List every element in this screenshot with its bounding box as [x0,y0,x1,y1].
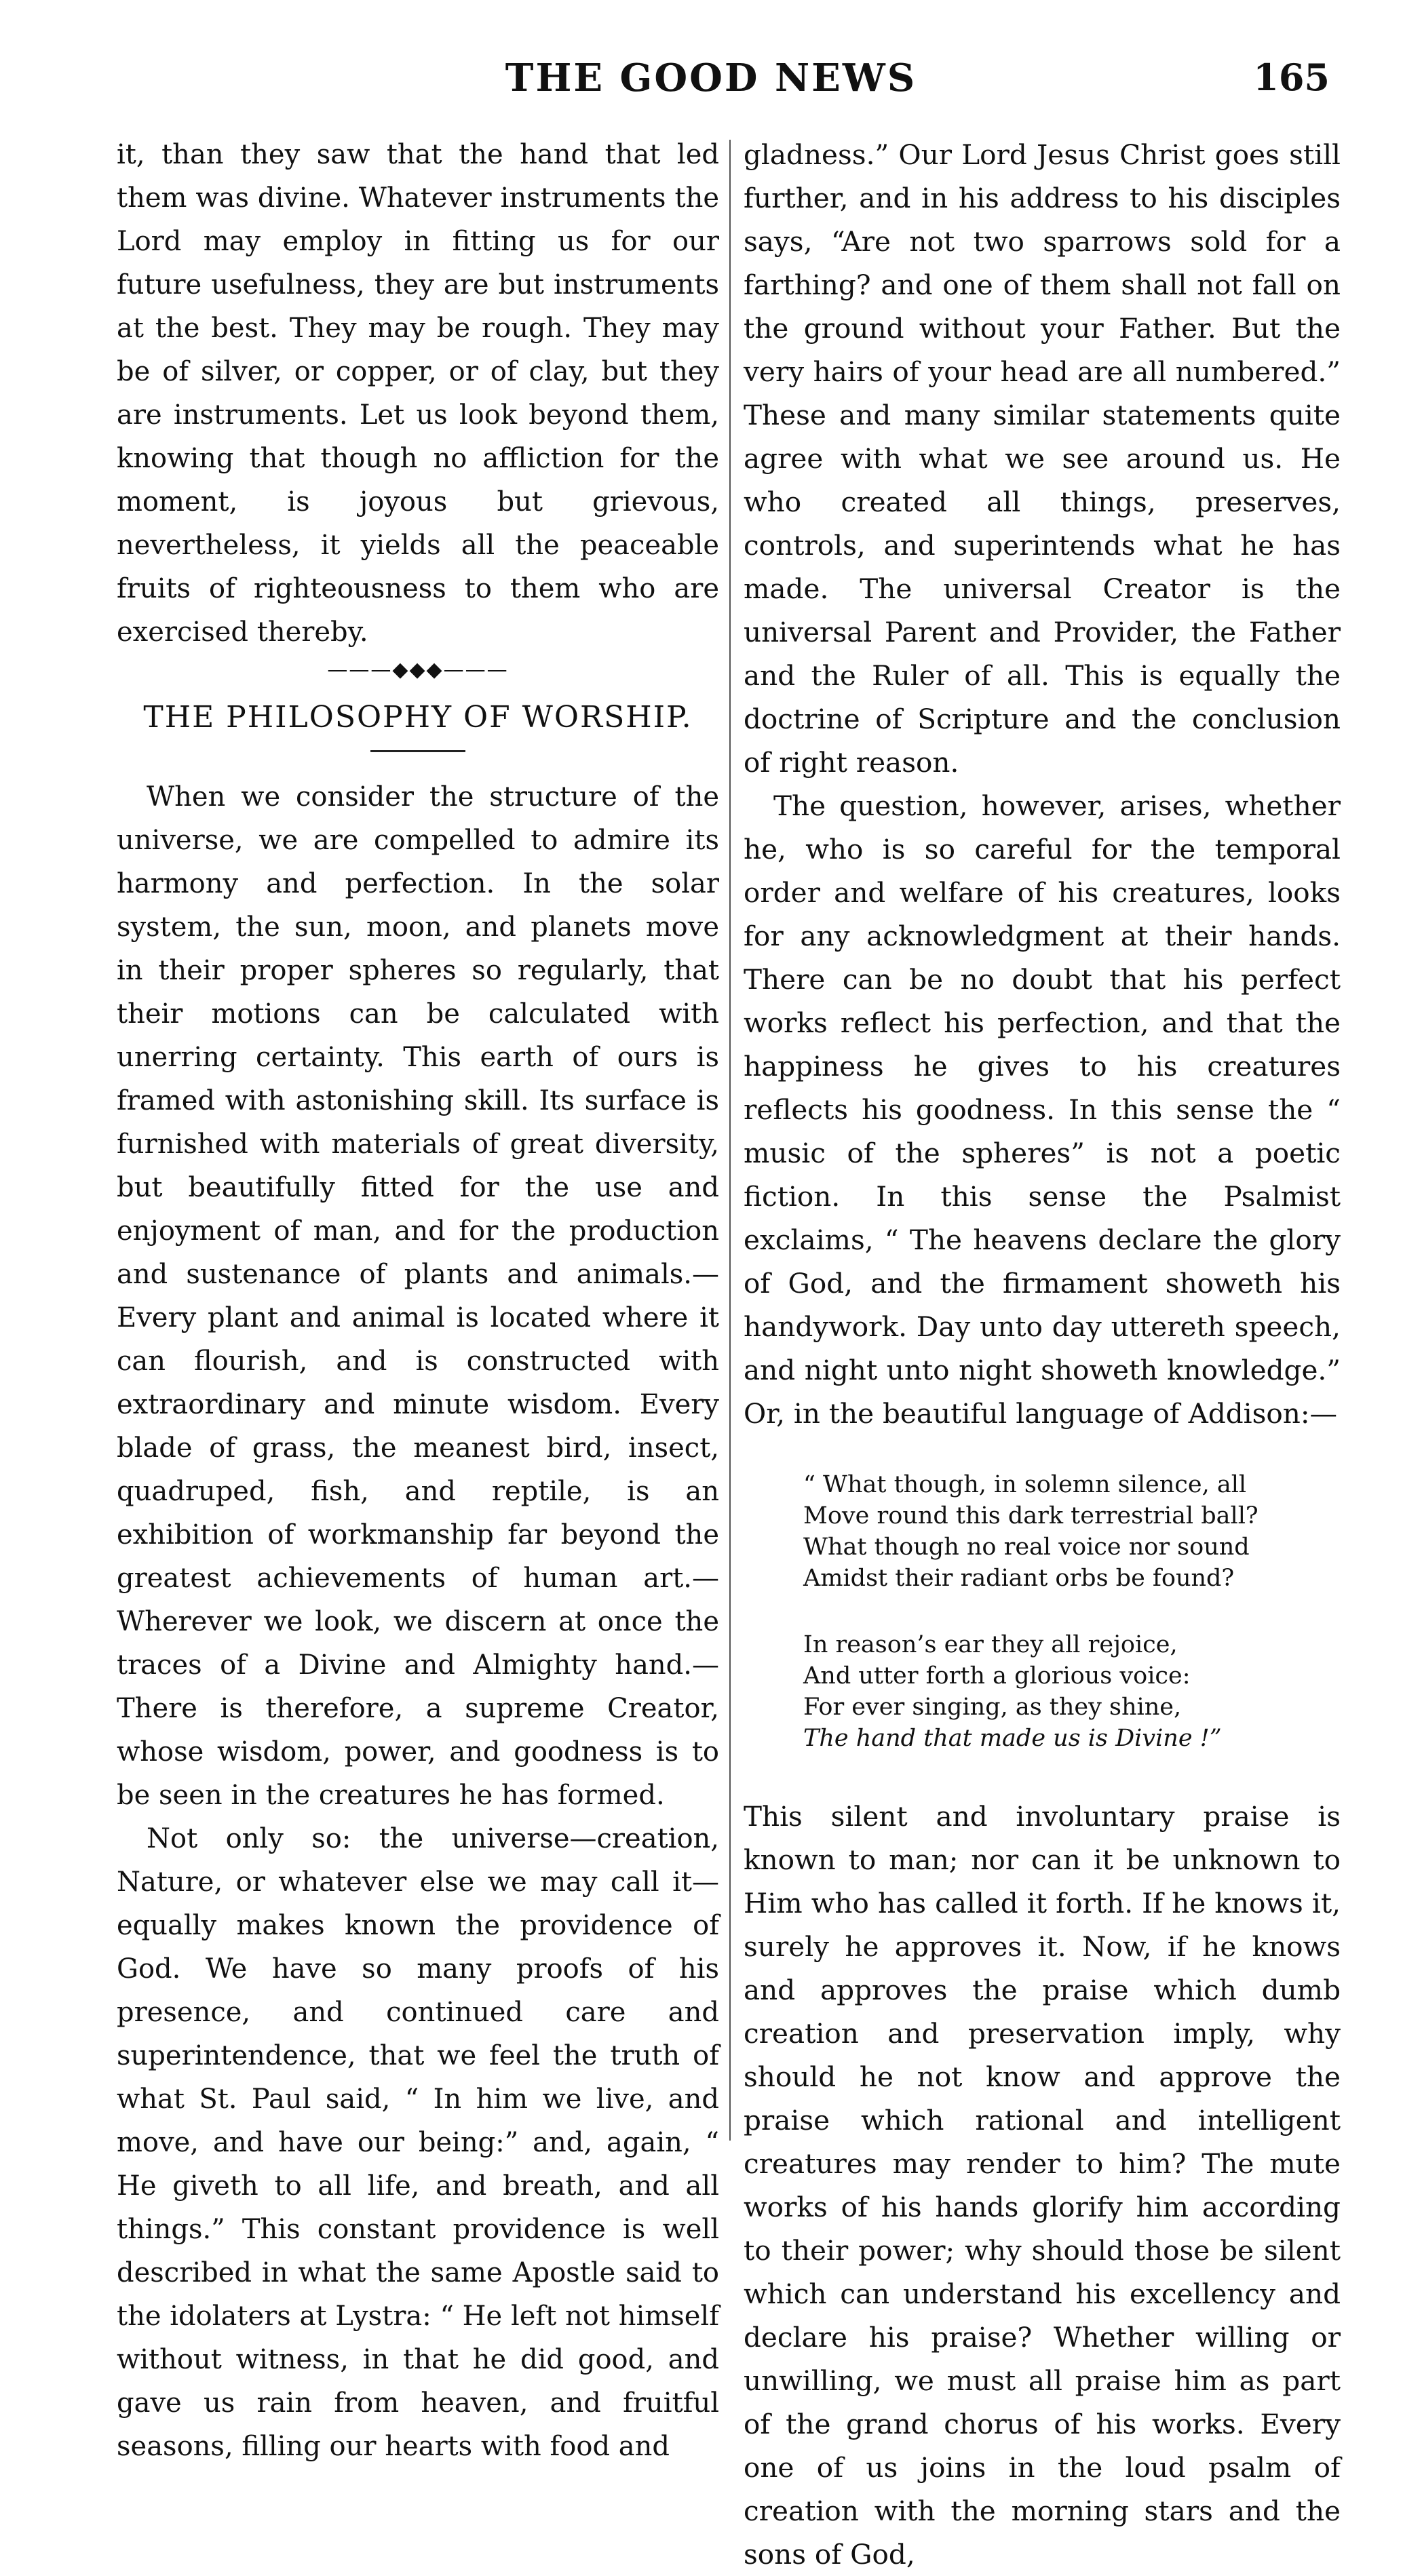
poem-line: Move round this dark terrestrial ball? [803,1502,1258,1529]
article-paragraph-3: gladness.” Our Lord Jesus Christ goes still further, and in his address to his disciples says, “Are not two sparrows sold for a farthing? and one of them shall not fall on the ground without your Father. But the very hairs of your head are all numbered.” These and many similar statements quite agree with what we see around us. He who created all things, preserves, controls, and superintends what he has made. The universal Creator is the universal Parent and Provider, the Father and the Ruler of all. This is equally the doctrine of Scripture and the conclusion of right reason. [744,138,1341,779]
title-rule [370,750,465,752]
poem-line [803,1723,1341,1754]
poem-line: Amidst their radiant orbs be found? [803,1565,1235,1592]
article-paragraph-4: The question, however, arises, whether he, who is so careful for the temporal order and welfare of his creatures, looks for any acknowledgment at their hands. There can be no doubt that his perfect works reflect his perfection, and that the happiness he gives to his creatures reflects his goodness. In this sense the “ music of the spheres” is not a poetic fiction. In this sense the Psalmist exclaims, “ The heavens declare the glory of God, and the firmament showeth his handywork. Day unto day uttereth speech, and night unto night showeth knowledge.” Or, in the beautiful language of Addison:— [744,789,1341,1430]
left-column [117,133,719,2468]
poem-line: For ever singing, as they shine, [803,1694,1182,1721]
section-divider-ornament: ———◆◆◆——— [327,658,509,682]
page-header [0,56,1422,103]
poem-line: What though no real voice nor sound [803,1534,1250,1561]
poem-italic-line: The hand that made us is Divine !” [803,1725,1222,1752]
poem-line: In reason’s ear they all rejoice, [803,1631,1178,1658]
continued-paragraph: it, than they saw that the hand that led them was divine. Whatever instruments the Lord may employ in fitting us for our future usefulness, they are but instruments at the best. They may be rough. They may be of silver, or copper, or of clay, but they are instruments. Let us look beyond them, knowing that though no affliction for the moment, is joyous but grievous, nevertheless, it yields all the peaceable fruits of righteousness to them who are exercised thereby. [117,139,719,648]
column-divider [729,140,731,2141]
poem-line: And utter forth a glorious voice: [803,1662,1191,1690]
page-number: 165 [1253,56,1330,99]
article-paragraph-5: This silent and involuntary praise is known to man; nor can it be unknown to Him who has called it forth. If he knows it, surely he approves it. Now, if he knows and approves the praise which dumb creation and preservation imply, why should he not know and approve the praise which rational and intelligent creatures may render to him? The mute works of his hands glorify him according to their power; why should those be silent which can understand his excellency and declare his praise? Whether willing or unwilling, we must all praise him as part of the grand chorus of his works. Every one of us joins in the loud psalm of creation with the morning stars and the sons of God, [744,1800,1341,2571]
poem-stanza-1 [803,1469,1341,1594]
addison-poem [803,1469,1341,1754]
running-title: THE GOOD NEWS [505,56,917,100]
article-paragraph-2: Not only so: the universe—creation, Nature, or whatever else we may call it— equally makes known the providence of God. We have so many proofs of his presence, and continued care and superintendence, that we feel the truth of what St. Paul said, “ In him we live, and move, and have our being:” and, again, “ He giveth to all life, and breath, and all things.” This constant providence is well described in what the same Apostle said to the idolaters at Lystra: “ He left not himself without witness, in that he did good, and gave us rain from heaven, and fruitful seasons, filling our hearts with food and [117,1823,719,2462]
article-paragraph-1: When we consider the structure of the universe, we are compelled to admire its harmony and perfection. In the solar system, the sun, moon, and planets move in their proper spheres so regularly, that their motions can be calculated with unerring certainty. This earth of ours is framed with astonishing skill. Its surface is furnished with materials of great diversity, but beautifully fitted for the use and enjoyment of man, and for the production and sustenance of plants and animals.— Every plant and animal is located where it can flourish, and is constructed with extraordinary and minute wisdom. Every blade of grass, the meanest bird, insect, quadruped, fish, and reptile, is an exhibition of workmanship far beyond the greatest achievements of human art.— Wherever we look, we discern at once the traces of a Divine and Almighty hand.— There is therefore, a supreme Creator, whose wisdom, power, and goodness is to be seen in the creatures he has formed. [117,781,719,1811]
poem-line: “ What though, in solemn silence, all [803,1471,1247,1498]
article-title: THE PHILOSOPHY OF WORSHIP. [143,700,693,735]
poem-stanza-2 [803,1629,1341,1754]
right-column [744,133,1341,2576]
